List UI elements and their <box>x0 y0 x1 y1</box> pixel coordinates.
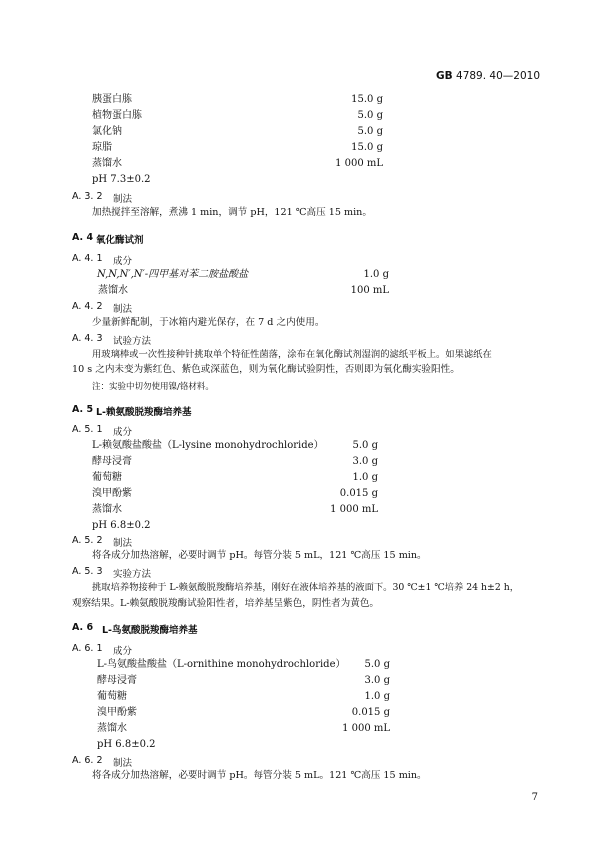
section-text: 挑取培养物接种于 L-赖氨酸脱羧酶培养基，刚好在液体培养基的液面下。30 ℃±1 ℃培养 24 h±2 h， <box>92 582 519 593</box>
section-title: 制法 <box>113 758 133 769</box>
section-title: 氧化酶试剂 <box>96 235 144 246</box>
standard-number: 4789. 40—2010 <box>456 70 540 82</box>
ingredient-amount: 1.0 g <box>352 472 378 483</box>
ingredient-name: N,N,N′,N′-四甲基对苯二胺盐酸盐 <box>97 269 249 280</box>
section-title: 制法 <box>113 538 133 549</box>
ingredient-name: 酵母浸膏 <box>97 675 137 686</box>
section-text: 观察结果。L-赖氨酸脱羧酶试验阳性者，培养基呈紫色，阴性者为黄色。 <box>72 598 380 609</box>
ingredient-amount: 100 mL <box>350 285 389 296</box>
note-text: 注：实验中切勿使用镍/铬材料。 <box>92 382 214 392</box>
ingredient-amount: 5.0 g <box>357 110 383 121</box>
ingredient-amount: 1.0 g <box>363 269 389 280</box>
ingredient-amount: 3.0 g <box>352 456 378 467</box>
section-number: A. 5. 3 <box>72 566 103 577</box>
section-title: 试验方法 <box>113 336 152 347</box>
ingredient-amount: 5.0 g <box>357 126 383 137</box>
section-number: A. 4. 1 <box>72 253 103 264</box>
ph-value: pH 6.8±0.2 <box>97 739 156 750</box>
section-number: A. 6 <box>72 622 94 633</box>
section-number: A. 6. 1 <box>72 643 103 654</box>
section-title: 制法 <box>113 304 133 315</box>
ingredient-amount: 0.015 g <box>351 707 390 718</box>
section-title: L-鸟氨酸脱羧酶培养基 <box>102 625 198 636</box>
ingredient-amount: 15.0 g <box>351 142 383 153</box>
ph-value: pH 7.3±0.2 <box>92 174 151 185</box>
ingredient-name: 蒸馏水 <box>98 285 128 296</box>
section-text: 将各成分加热溶解，必要时调节 pH。每管分装 5 mL。121 ℃高压 15 min。 <box>92 770 427 781</box>
section-text: 加热搅拌至溶解，煮沸 1 min，调节 pH，121 ℃高压 15 min。 <box>92 207 372 218</box>
section-title: 成分 <box>113 427 133 438</box>
ingredient-name: 蒸馏水 <box>92 158 122 169</box>
ingredient-name: 琼脂 <box>92 142 112 153</box>
section-number: A. 4 <box>72 232 94 243</box>
section-text: 用玻璃棒或一次性接种针挑取单个特征性菌落，涂布在氧化酶试剂湿润的滤纸平板上。如果滤纸在 <box>92 349 492 360</box>
section-text: 10 s 之内未变为紫红色、紫色或深蓝色，则为氧化酶试验阴性，否则即为氧化酶实验阳性。 <box>72 364 460 375</box>
section-number: A. 5 <box>72 404 94 415</box>
section-number: A. 6. 2 <box>72 755 103 766</box>
ingredient-amount: 0.015 g <box>339 488 378 499</box>
ingredient-name: L-赖氨酸盐酸盐（L-lysine monohydrochloride） <box>92 440 324 451</box>
ingredient-amount: 1 000 mL <box>335 158 383 169</box>
ingredient-name: 蒸馏水 <box>92 504 122 515</box>
ingredient-amount: 5.0 g <box>352 440 378 451</box>
ingredient-amount: 1.0 g <box>364 691 390 702</box>
ingredient-name: 植物蛋白胨 <box>92 110 142 121</box>
ingredient-amount: 15.0 g <box>351 94 383 105</box>
standard-code: GB <box>436 70 453 82</box>
page-number: 7 <box>531 792 538 803</box>
section-number: A. 5. 1 <box>72 424 103 435</box>
ingredient-name: 葡萄糖 <box>97 691 127 702</box>
ingredient-name: 葡萄糖 <box>92 472 122 483</box>
ingredient-name: 蒸馏水 <box>97 723 127 734</box>
ingredient-name: 氯化钠 <box>92 126 122 137</box>
ingredient-name: 溴甲酚紫 <box>92 488 132 499</box>
ingredient-amount: 1 000 mL <box>342 723 390 734</box>
section-title: 成分 <box>113 256 133 267</box>
ingredient-name: 酵母浸膏 <box>92 456 132 467</box>
ingredient-name: L-鸟氨酸盐酸盐（L-ornithine monohydrochloride） <box>97 659 346 670</box>
ingredient-amount: 3.0 g <box>364 675 390 686</box>
ingredient-name: 胰蛋白胨 <box>92 94 132 105</box>
section-text: 将各成分加热溶解，必要时调节 pH。每管分装 5 mL，121 ℃高压 15 min。 <box>92 550 427 561</box>
section-number: A. 3. 2 <box>72 191 103 202</box>
ph-value: pH 6.8±0.2 <box>92 520 151 531</box>
section-number: A. 4. 2 <box>72 301 103 312</box>
section-title: 实验方法 <box>113 569 152 580</box>
section-number: A. 4. 3 <box>72 333 103 344</box>
ingredient-name: 溴甲酚紫 <box>97 707 137 718</box>
section-title: L-赖氨酸脱羧酶培养基 <box>96 407 192 418</box>
ingredient-amount: 5.0 g <box>364 659 390 670</box>
standard-header <box>436 70 540 82</box>
section-text: 少量新鲜配制，于冰箱内避光保存，在 7 d 之内使用。 <box>92 317 325 328</box>
section-title: 成分 <box>113 646 133 657</box>
section-title: 制法 <box>113 194 133 205</box>
section-number: A. 5. 2 <box>72 535 103 546</box>
ingredient-amount: 1 000 mL <box>330 504 378 515</box>
